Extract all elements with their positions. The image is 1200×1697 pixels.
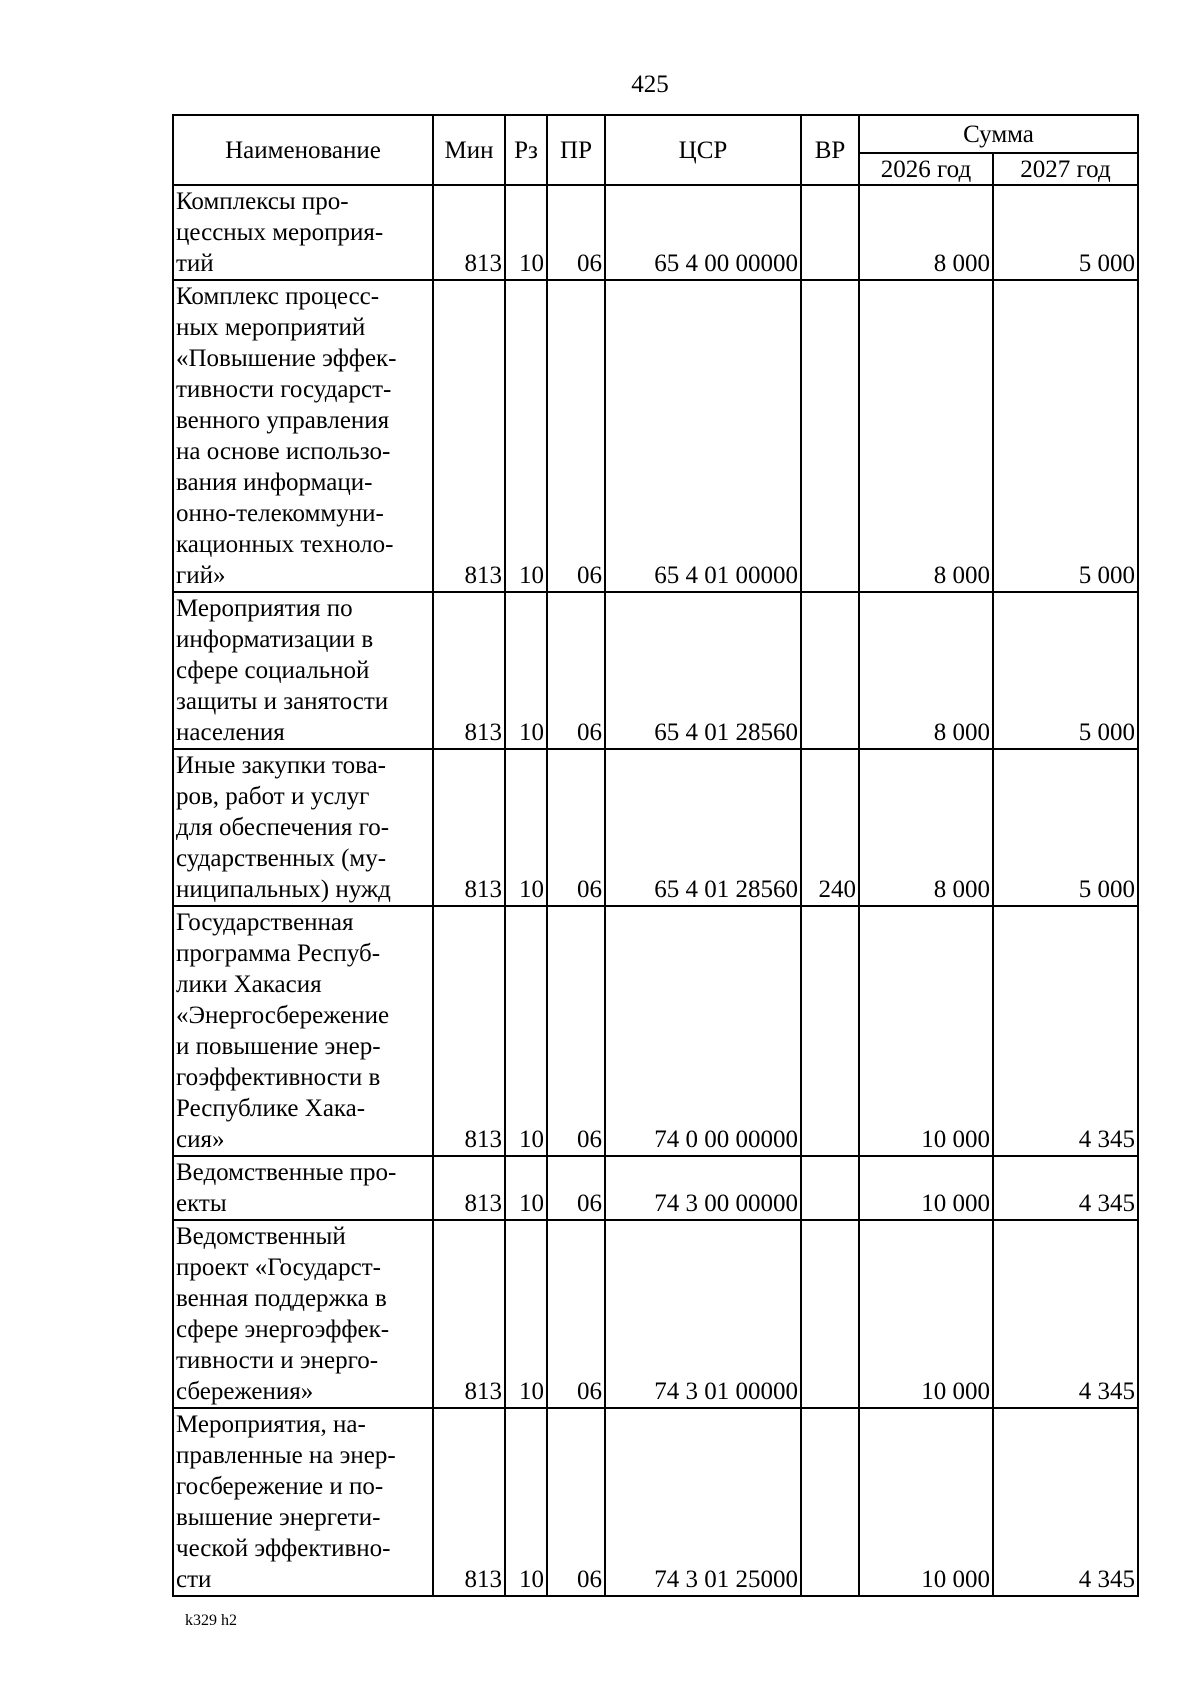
row-csr: 65 4 01 28560 <box>605 592 801 749</box>
row-sum-2026: 10 000 <box>859 1156 993 1220</box>
row-sum-2027: 5 000 <box>993 592 1138 749</box>
row-name-line: венного управления <box>176 407 390 434</box>
row-csr: 65 4 01 00000 <box>605 280 801 592</box>
row-min: 813 <box>433 185 505 280</box>
row-vr <box>801 1220 859 1408</box>
row-csr: 74 3 01 25000 <box>605 1408 801 1596</box>
row-name <box>173 1156 433 1220</box>
row-name <box>173 185 433 280</box>
row-rz: 10 <box>505 280 547 592</box>
row-name-line: программа Респуб- <box>176 940 381 967</box>
row-pr: 06 <box>547 185 605 280</box>
row-name-line: Республике Хака- <box>176 1095 366 1122</box>
row-name <box>173 906 433 1156</box>
row-pr: 06 <box>547 592 605 749</box>
row-name-line: Ведомственный <box>176 1223 346 1250</box>
row-min: 813 <box>433 280 505 592</box>
row-name-line: Государственная <box>176 909 354 936</box>
row-rz: 10 <box>505 749 547 906</box>
row-pr: 06 <box>547 1156 605 1220</box>
table-row <box>173 749 1138 906</box>
row-sum-2026: 8 000 <box>859 280 993 592</box>
row-name <box>173 1408 433 1596</box>
row-sum-2027: 5 000 <box>993 749 1138 906</box>
row-name-line: Ведомственные про- <box>176 1159 397 1186</box>
row-name-line: сфере энергоэффек- <box>176 1316 390 1343</box>
row-name-line: Мероприятия по <box>176 595 353 622</box>
row-name-line: сти <box>176 1566 212 1593</box>
row-name-line: сия» <box>176 1126 225 1153</box>
row-rz: 10 <box>505 1408 547 1596</box>
row-sum-2026: 10 000 <box>859 1220 993 1408</box>
row-vr: 240 <box>801 749 859 906</box>
row-pr: 06 <box>547 1220 605 1408</box>
row-name-line: сударственных (му- <box>176 845 387 872</box>
row-sum-2027: 4 345 <box>993 1408 1138 1596</box>
row-csr: 65 4 01 28560 <box>605 749 801 906</box>
row-name <box>173 1220 433 1408</box>
row-vr <box>801 185 859 280</box>
row-name-line: для обеспечения го- <box>176 814 390 841</box>
row-csr: 74 3 01 00000 <box>605 1220 801 1408</box>
row-pr: 06 <box>547 280 605 592</box>
row-name-line: информатизации в <box>176 626 374 653</box>
row-name-line: на основе использо- <box>176 438 391 465</box>
table-body <box>173 185 1138 1596</box>
header-year-2026: 2026 год <box>859 153 993 185</box>
row-name <box>173 592 433 749</box>
table-header <box>173 115 1138 185</box>
header-rz: Рз <box>505 115 547 185</box>
row-min: 813 <box>433 592 505 749</box>
row-min: 813 <box>433 1220 505 1408</box>
table-row <box>173 185 1138 280</box>
row-name-line: сфере социальной <box>176 657 370 684</box>
row-sum-2026: 8 000 <box>859 749 993 906</box>
row-name-line: Мероприятия, на- <box>176 1411 366 1438</box>
row-name-line: ниципальных) нужд <box>176 876 391 903</box>
row-name-line: ческой эффективно- <box>176 1535 391 1562</box>
row-min: 813 <box>433 1408 505 1596</box>
row-pr: 06 <box>547 749 605 906</box>
row-name-line: населения <box>176 719 285 746</box>
header-sum: Сумма <box>859 115 1138 153</box>
row-rz: 10 <box>505 906 547 1156</box>
row-rz: 10 <box>505 1220 547 1408</box>
budget-table <box>172 114 1139 1597</box>
row-name-line: цессных мероприя- <box>176 219 384 246</box>
row-sum-2027: 4 345 <box>993 1156 1138 1220</box>
row-name-line: тивности государст- <box>176 376 392 403</box>
row-rz: 10 <box>505 1156 547 1220</box>
row-name-line: Комплекс процесс- <box>176 283 380 310</box>
row-name <box>173 749 433 906</box>
row-min: 813 <box>433 1156 505 1220</box>
table-row <box>173 1408 1138 1596</box>
row-vr <box>801 1408 859 1596</box>
row-vr <box>801 1156 859 1220</box>
row-csr: 65 4 00 00000 <box>605 185 801 280</box>
table-row <box>173 592 1138 749</box>
row-name-line: лики Хакасия <box>176 971 322 998</box>
header-name: Наименование <box>173 115 433 185</box>
row-name-line: екты <box>176 1190 227 1217</box>
row-name-line: вания информаци- <box>176 469 373 496</box>
row-name-line: тивности и энерго- <box>176 1347 379 1374</box>
header-min: Мин <box>433 115 505 185</box>
row-sum-2026: 8 000 <box>859 185 993 280</box>
row-pr: 06 <box>547 1408 605 1596</box>
table-row <box>173 1220 1138 1408</box>
row-vr <box>801 906 859 1156</box>
footer-code: k329 h2 <box>185 1612 237 1629</box>
row-name-line: «Энергосбережение <box>176 1002 390 1029</box>
row-name-line: онно-телекоммуни- <box>176 500 384 527</box>
row-min: 813 <box>433 749 505 906</box>
header-year-2027: 2027 год <box>993 153 1138 185</box>
table-row <box>173 906 1138 1156</box>
row-sum-2027: 4 345 <box>993 1220 1138 1408</box>
row-name-line: правленные на энер- <box>176 1442 396 1469</box>
header-vr: ВР <box>801 115 859 185</box>
row-name-line: гий» <box>176 562 226 589</box>
row-pr: 06 <box>547 906 605 1156</box>
row-name-line: ных мероприятий <box>176 314 366 341</box>
page-number: 425 <box>631 71 669 98</box>
row-rz: 10 <box>505 185 547 280</box>
row-name-line: «Повышение эффек- <box>176 345 397 372</box>
row-name-line: венная поддержка в <box>176 1285 387 1312</box>
row-name-line: госбережение и по- <box>176 1473 384 1500</box>
row-sum-2027: 5 000 <box>993 185 1138 280</box>
row-name-line: гоэффективности в <box>176 1064 381 1091</box>
row-csr: 74 3 00 00000 <box>605 1156 801 1220</box>
table-row <box>173 1156 1138 1220</box>
row-name-line: кационных техноло- <box>176 531 394 558</box>
row-name-line: сбережения» <box>176 1378 314 1405</box>
row-name-line: тий <box>176 250 214 277</box>
row-vr <box>801 592 859 749</box>
header-pr: ПР <box>547 115 605 185</box>
row-vr <box>801 280 859 592</box>
header-csr: ЦСР <box>605 115 801 185</box>
row-sum-2026: 10 000 <box>859 906 993 1156</box>
table-row <box>173 280 1138 592</box>
row-name-line: Иные закупки това- <box>176 752 386 779</box>
row-name-line: и повышение энер- <box>176 1033 381 1060</box>
row-sum-2026: 10 000 <box>859 1408 993 1596</box>
row-sum-2027: 5 000 <box>993 280 1138 592</box>
row-name-line: проект «Государст- <box>176 1254 382 1281</box>
row-name-line: защиты и занятости <box>176 688 389 715</box>
row-sum-2026: 8 000 <box>859 592 993 749</box>
row-min: 813 <box>433 906 505 1156</box>
row-name <box>173 280 433 592</box>
row-csr: 74 0 00 00000 <box>605 906 801 1156</box>
row-name-line: Комплексы про- <box>176 188 349 215</box>
row-rz: 10 <box>505 592 547 749</box>
row-sum-2027: 4 345 <box>993 906 1138 1156</box>
row-name-line: вышение энергети- <box>176 1504 381 1531</box>
row-name-line: ров, работ и услуг <box>176 783 370 810</box>
